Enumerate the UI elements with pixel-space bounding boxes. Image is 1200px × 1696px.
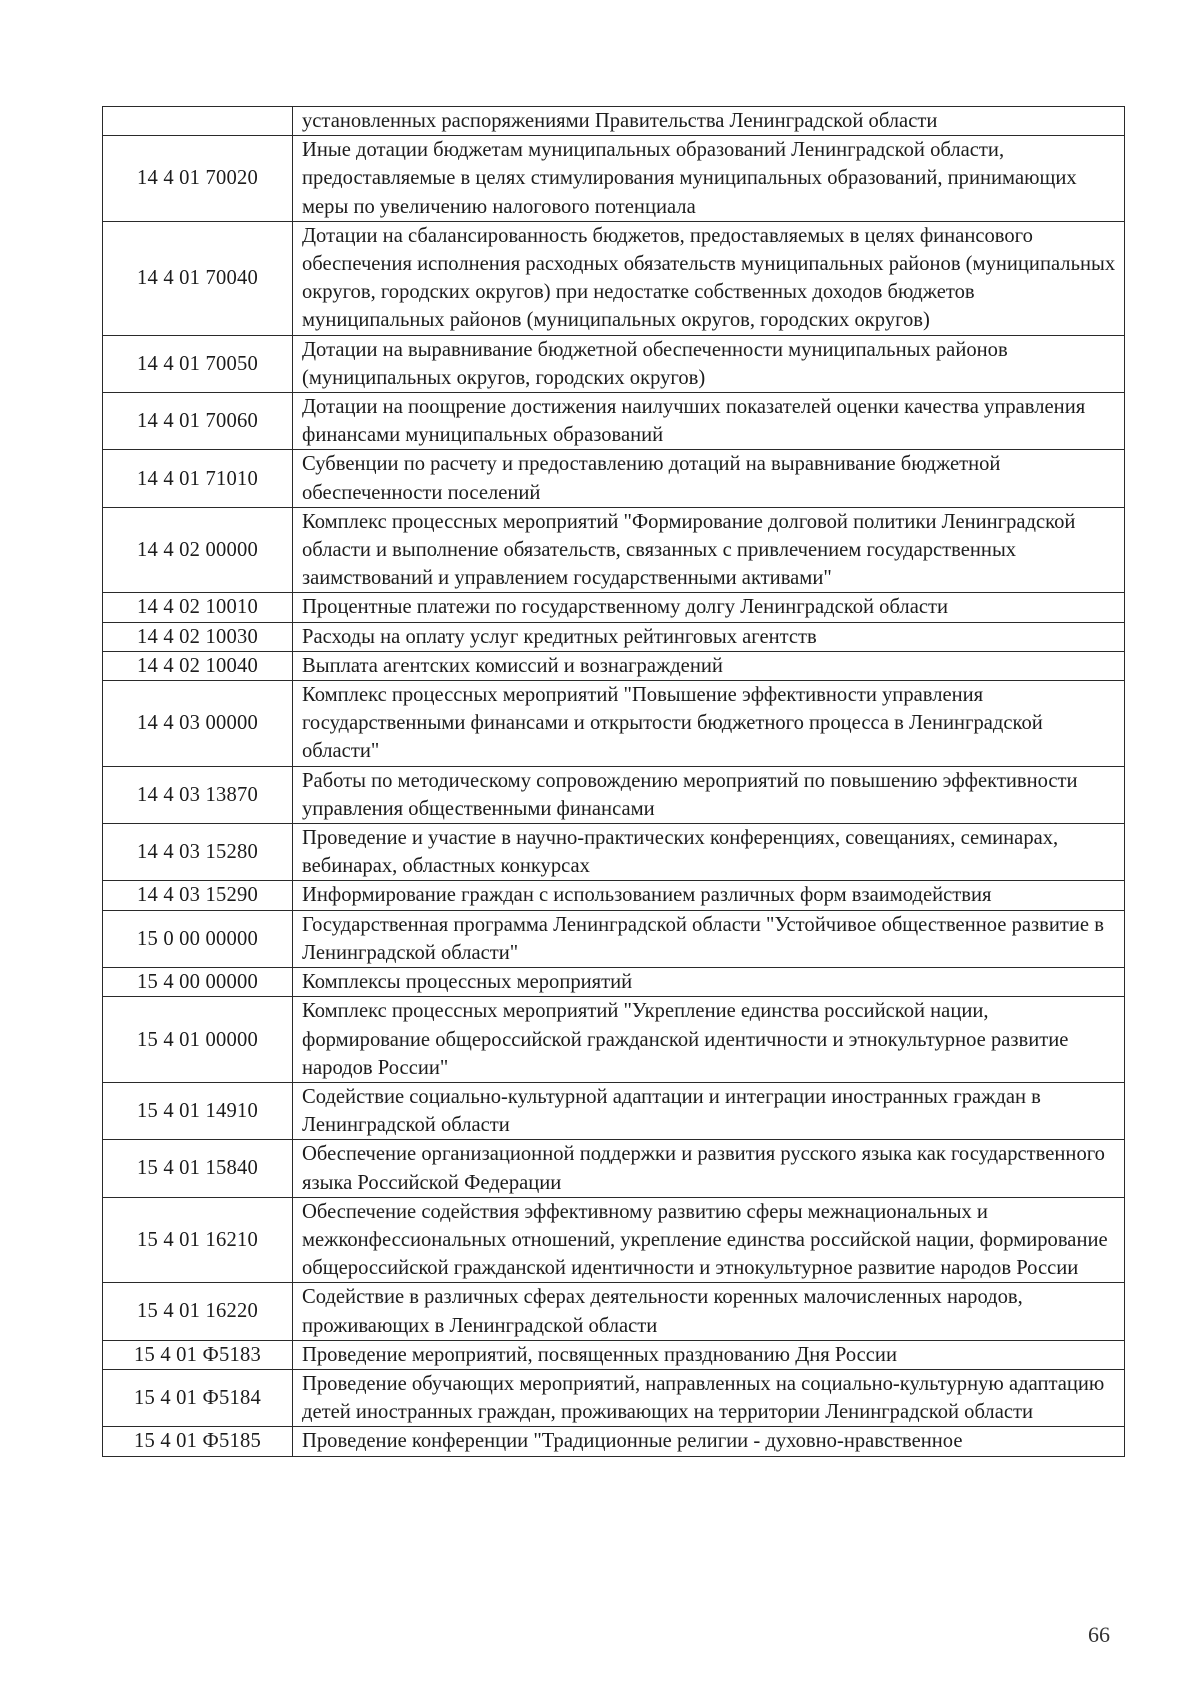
table-row: [103, 622, 1125, 651]
table-row: [103, 881, 1125, 910]
table-row: [103, 393, 1125, 450]
row-code: 14 4 02 10010: [103, 593, 293, 622]
table-row: [103, 1340, 1125, 1369]
row-description: Содействие в различных сферах деятельности коренных малочисленных народов, проживающих в Ленинградской области: [293, 1283, 1125, 1340]
table-row: [103, 335, 1125, 392]
row-description: Обеспечение содействия эффективному развитию сферы межнациональных и межконфессиональных отношений, укрепление единства российской нации, формирование общероссийской гражданской идентичности и этнокультурное развитие народов России: [293, 1197, 1125, 1283]
row-description: Проведение обучающих мероприятий, направленных на социально-культурную адаптацию детей иностранных граждан, проживающих на территории Ленинградской области: [293, 1369, 1125, 1426]
row-description: Субвенции по расчету и предоставлению дотаций на выравнивание бюджетной обеспеченности поселений: [293, 450, 1125, 507]
table-row: [103, 651, 1125, 680]
row-code: [103, 107, 293, 136]
table-row: [103, 593, 1125, 622]
row-code: 15 4 01 Ф5184: [103, 1369, 293, 1426]
row-code: 14 4 03 13870: [103, 766, 293, 823]
table-row: [103, 1140, 1125, 1197]
table-row: [103, 221, 1125, 335]
row-description: Содействие социально-культурной адаптации и интеграции иностранных граждан в Ленинградской области: [293, 1082, 1125, 1139]
table-row: [103, 681, 1125, 767]
row-description: Дотации на выравнивание бюджетной обеспеченности муниципальных районов (муниципальных округов, городских округов): [293, 335, 1125, 392]
table-row: [103, 136, 1125, 222]
row-code: 15 4 01 16210: [103, 1197, 293, 1283]
row-description: Дотации на сбалансированность бюджетов, предоставляемых в целях финансового обеспечения исполнения расходных обязательств муниципальных районов (муниципальных округов, городских округов) при недостатке собственных доходов бюджетов муниципальных районов (муниципальных округов, городских округов): [293, 221, 1125, 335]
page-number: 66: [1088, 1622, 1110, 1647]
row-description: Государственная программа Ленинградской области "Устойчивое общественное развитие в Ленинградской области": [293, 910, 1125, 967]
row-description: Комплексы процессных мероприятий: [293, 968, 1125, 997]
row-description: Процентные платежи по государственному долгу Ленинградской области: [293, 593, 1125, 622]
row-description: Расходы на оплату услуг кредитных рейтинговых агентств: [293, 622, 1125, 651]
row-code: 14 4 02 10040: [103, 651, 293, 680]
row-code: 14 4 02 00000: [103, 507, 293, 593]
table-row: [103, 1197, 1125, 1283]
table-row: [103, 1427, 1125, 1456]
row-description: Обеспечение организационной поддержки и развития русского языка как государственного языка Российской Федерации: [293, 1140, 1125, 1197]
row-code: 15 4 00 00000: [103, 968, 293, 997]
row-code: 15 4 01 Ф5183: [103, 1340, 293, 1369]
table-row: [103, 107, 1125, 136]
row-description: Проведение мероприятий, посвященных празднованию Дня России: [293, 1340, 1125, 1369]
row-code: 15 4 01 16220: [103, 1283, 293, 1340]
row-code: 14 4 03 15280: [103, 824, 293, 881]
row-code: 15 4 01 00000: [103, 997, 293, 1083]
table-row: [103, 824, 1125, 881]
row-code: 14 4 02 10030: [103, 622, 293, 651]
row-code: 15 4 01 Ф5185: [103, 1427, 293, 1456]
row-code: 14 4 03 00000: [103, 681, 293, 767]
table-row: [103, 1283, 1125, 1340]
row-code: 14 4 01 70020: [103, 136, 293, 222]
table-row: [103, 766, 1125, 823]
table-row: [103, 968, 1125, 997]
row-code: 14 4 01 70060: [103, 393, 293, 450]
table-row: [103, 997, 1125, 1083]
row-code: 15 4 01 14910: [103, 1082, 293, 1139]
row-description: установленных распоряжениями Правительства Ленинградской области: [293, 107, 1125, 136]
budget-classification-table: [102, 106, 1125, 1457]
row-code: 15 0 00 00000: [103, 910, 293, 967]
row-description: Комплекс процессных мероприятий "Укрепление единства российской нации, формирование общероссийской гражданской идентичности и этнокультурное развитие народов России": [293, 997, 1125, 1083]
row-description: Проведение конференции "Традиционные религии - духовно-нравственное: [293, 1427, 1125, 1456]
row-code: 14 4 03 15290: [103, 881, 293, 910]
row-description: Иные дотации бюджетам муниципальных образований Ленинградской области, предоставляемые в целях стимулирования муниципальных образований, принимающих меры по увеличению налогового потенциала: [293, 136, 1125, 222]
row-description: Проведение и участие в научно-практических конференциях, совещаниях, семинарах, вебинарах, областных конкурсах: [293, 824, 1125, 881]
row-description: Дотации на поощрение достижения наилучших показателей оценки качества управления финансами муниципальных образований: [293, 393, 1125, 450]
row-code: 15 4 01 15840: [103, 1140, 293, 1197]
row-description: Работы по методическому сопровождению мероприятий по повышению эффективности управления общественными финансами: [293, 766, 1125, 823]
row-code: 14 4 01 71010: [103, 450, 293, 507]
table-row: [103, 450, 1125, 507]
row-code: 14 4 01 70050: [103, 335, 293, 392]
row-description: Комплекс процессных мероприятий "Формирование долговой политики Ленинградской области и выполнение обязательств, связанных с привлечением государственных заимствований и управлением государственными активами": [293, 507, 1125, 593]
row-description: Выплата агентских комиссий и вознаграждений: [293, 651, 1125, 680]
row-description: Комплекс процессных мероприятий "Повышение эффективности управления государственными финансами и открытости бюджетного процесса в Ленинградской области": [293, 681, 1125, 767]
table-row: [103, 1369, 1125, 1426]
table-row: [103, 1082, 1125, 1139]
table-row: [103, 910, 1125, 967]
row-code: 14 4 01 70040: [103, 221, 293, 335]
table-row: [103, 507, 1125, 593]
row-description: Информирование граждан с использованием различных форм взаимодействия: [293, 881, 1125, 910]
